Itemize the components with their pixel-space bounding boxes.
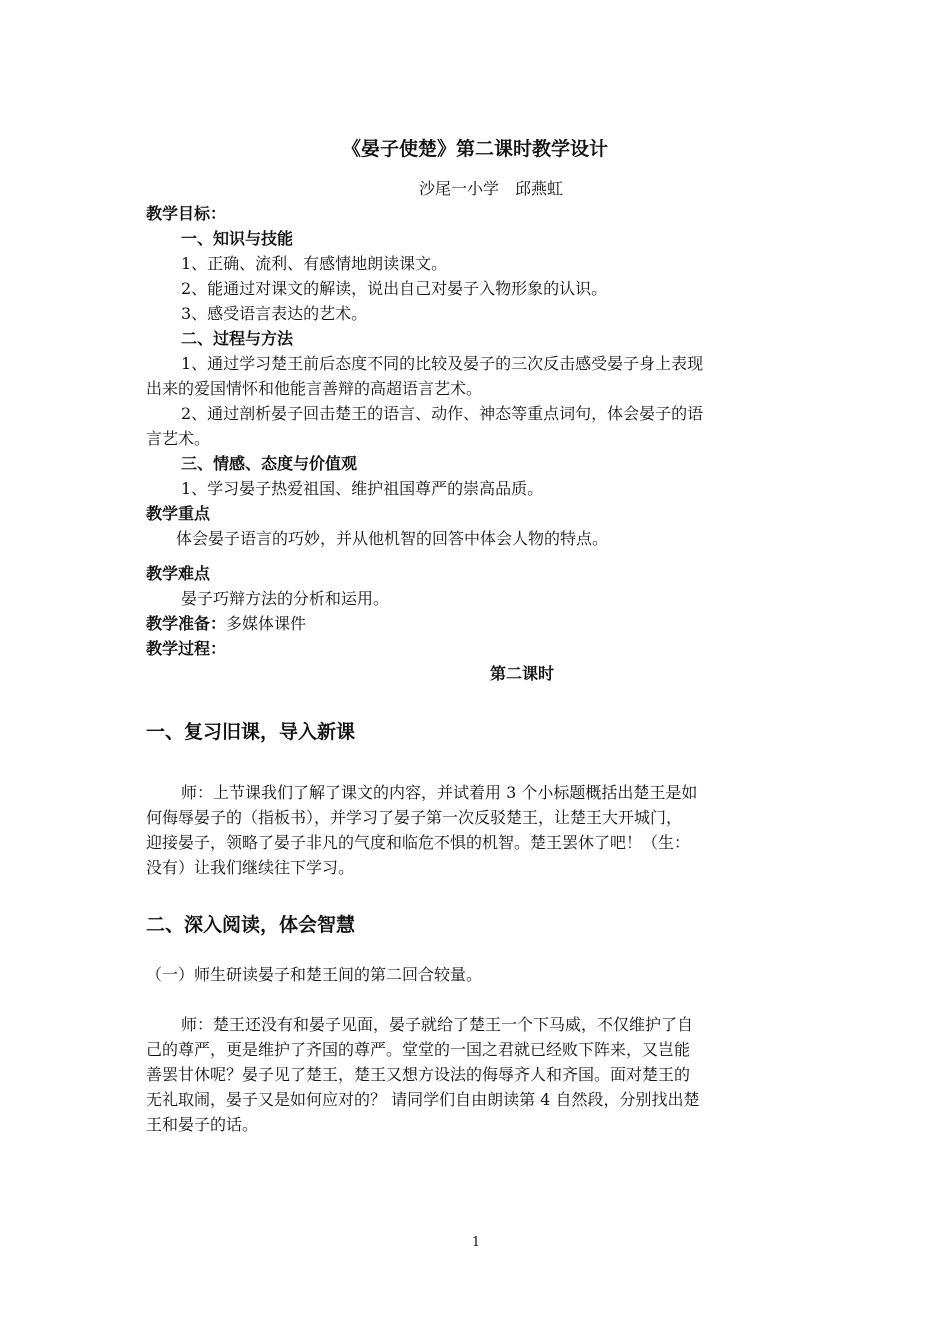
key-point-text: 体会晏子语言的巧妙，并从他机智的回答中体会人物的特点。 [176, 529, 609, 548]
difficulty-text: 晏子巧辩方法的分析和运用。 [181, 589, 390, 608]
procedure-heading: 教学过程： [146, 639, 227, 658]
paragraph-line: 师：上节课我们了解了课文的内容，并试着用 3 个小标题概括出楚王是如 [181, 783, 698, 802]
paragraph-line: 己的尊严，更是维护了齐国的尊严。堂堂的一国之君就已经败下阵来，又岂能 [146, 1040, 691, 1059]
knowledge-heading: 一、知识与技能 [181, 229, 294, 248]
document-title: 《晏子使楚》第二课时教学设计 [341, 138, 608, 160]
paragraph-line: 善罢甘休呢？晏子见了楚王，楚王又想方设法的侮辱齐人和齐国。面对楚王的 [146, 1065, 691, 1084]
page-number: 1 [471, 1235, 481, 1250]
process-item-line: 1、通过学习楚王前后态度不同的比较及晏子的三次反击感受晏子身上表现 [181, 354, 704, 373]
paragraph-line: 王和晏子的话。 [146, 1115, 259, 1134]
knowledge-item: 1、正确、流利、有感情地朗读课文。 [181, 254, 448, 273]
paragraph-line: 何侮辱晏子的（指板书），并学习了晏子第一次反驳楚王，让楚王大开城门， [146, 808, 683, 827]
section-heading: 二、深入阅读，体会智慧 [146, 914, 356, 936]
paragraph-line: 没有）让我们继续往下学习。 [146, 858, 355, 877]
key-point-heading: 教学重点 [146, 504, 211, 523]
lesson-label: 第二课时 [489, 664, 554, 683]
preparation-label: 教学准备： [146, 614, 227, 633]
preparation-value: 多媒体课件 [226, 614, 307, 633]
process-item-line: 出来的爱国情怀和他能言善辩的高超语言艺术。 [146, 379, 483, 398]
preparation-line [146, 612, 306, 636]
paragraph-line: 师：楚王还没有和晏子见面，晏子就给了楚王一个下马威，不仅维护了自 [181, 1015, 694, 1034]
emotion-heading: 三、情感、态度与价值观 [181, 454, 358, 473]
emotion-item: 1、学习晏子热爱祖国、维护祖国尊严的崇高品质。 [181, 479, 544, 498]
paragraph-line: 迎接晏子，领略了晏子非凡的气度和临危不惧的机智。楚王罢休了吧！（生： [146, 833, 691, 852]
knowledge-item: 3、感受语言表达的艺术。 [181, 304, 368, 323]
section-heading: 一、复习旧课，导入新课 [146, 721, 356, 743]
author-line: 沙尾一小学 邱燕虹 [418, 179, 563, 198]
knowledge-item: 2、能通过对课文的解读，说出自己对晏子入物形象的认识。 [181, 279, 608, 298]
process-item-line: 言艺术。 [146, 429, 211, 448]
process-heading: 二、过程与方法 [181, 329, 294, 348]
objectives-heading: 教学目标： [146, 204, 227, 223]
process-item-line: 2、通过剖析晏子回击楚王的语言、动作、神态等重点词句，体会晏子的语 [181, 404, 704, 423]
paragraph-line: 无礼取闹，晏子又是如何应对的？ 请同学们自由朗读第 4 自然段，分别找出楚 [146, 1090, 700, 1109]
difficulty-heading: 教学难点 [146, 564, 211, 583]
subsection-heading: （一）师生研读晏子和楚王间的第二回合较量。 [146, 965, 483, 984]
